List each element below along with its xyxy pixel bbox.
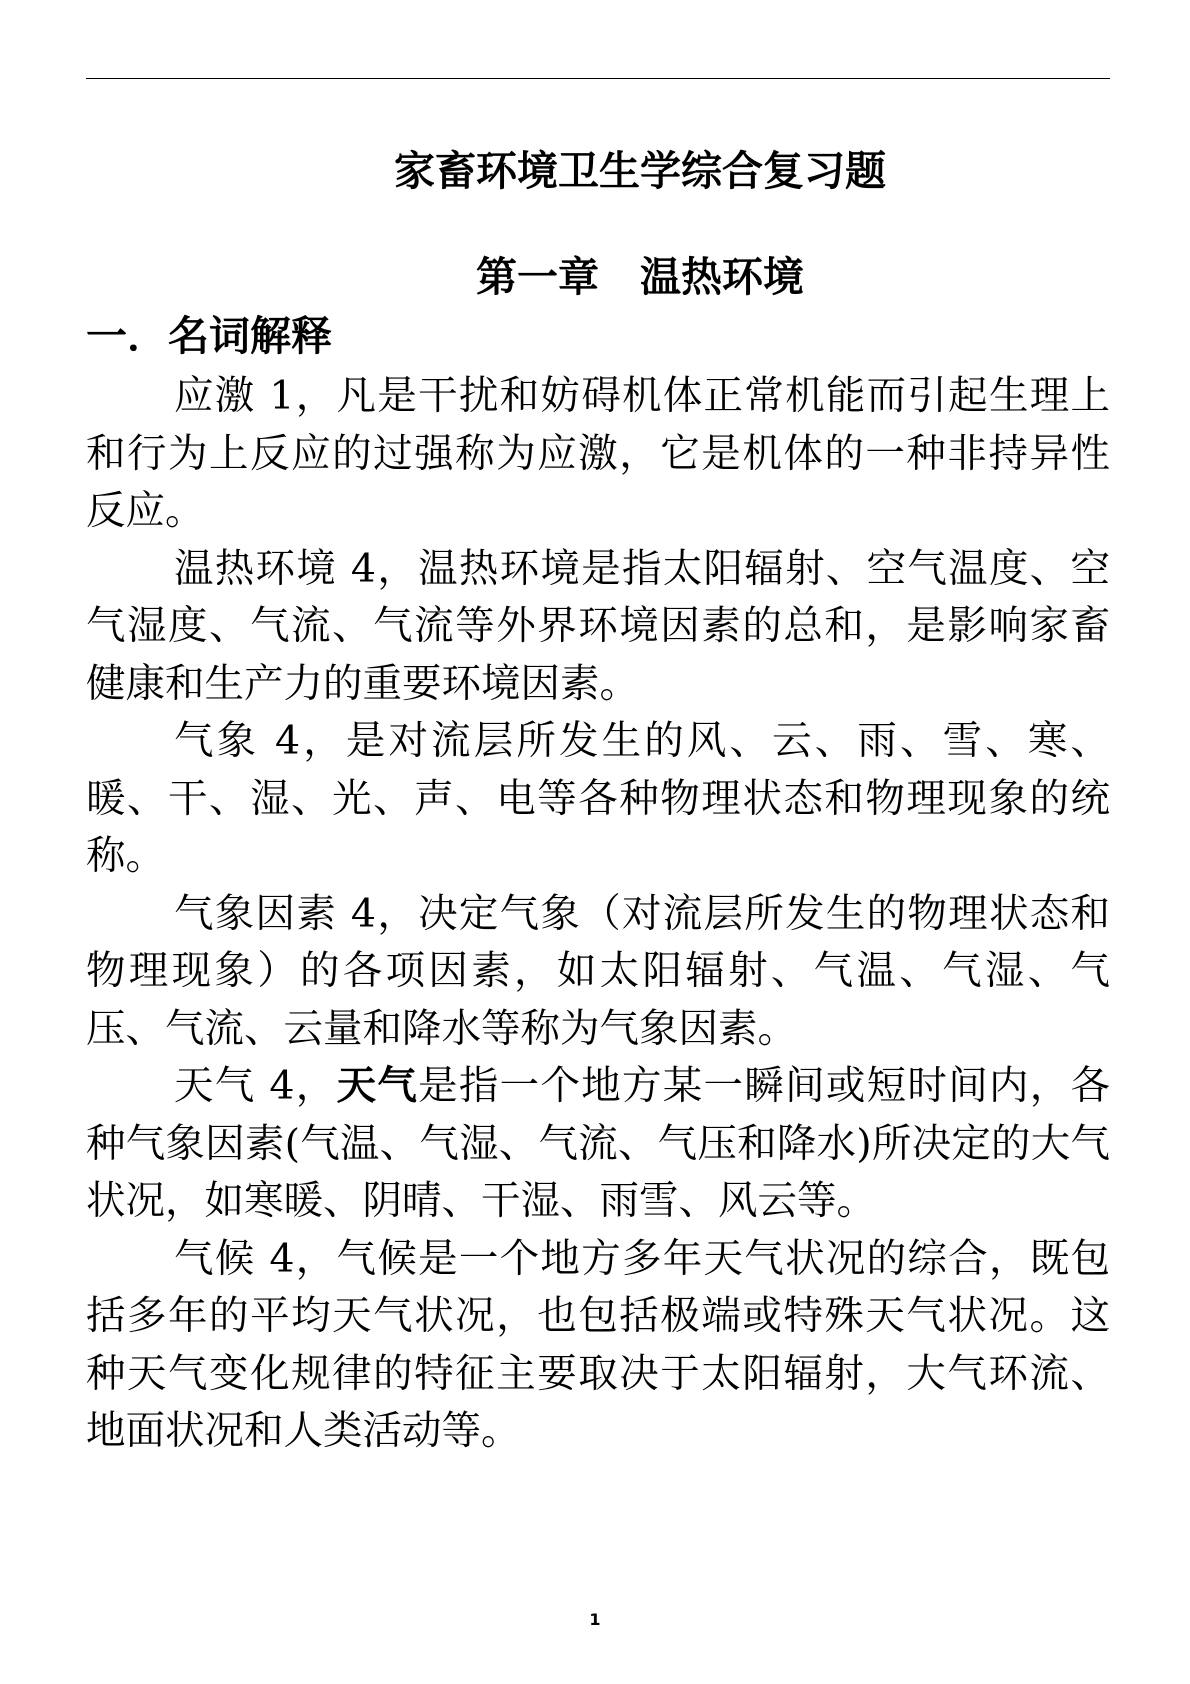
- paragraph-text: 气候 4，气候是一个地方多年天气状况的综合，既包括多年的平均天气状况，也包括极端或特殊天气状况。这种天气变化规律的特征主要取决于太阳辐射，大气环流、地面状况和人类活动等。: [86, 1235, 1110, 1454]
- section-heading: 一．名词解释: [86, 312, 332, 360]
- page-number: 1: [589, 1610, 601, 1629]
- paragraph-text: 气象因素 4，决定气象（对流层所发生的物理状态和物理现象）的各项因素，如太阳辐射、气温、气湿、气压、气流、云量和降水等称为气象因素。: [86, 890, 1110, 1052]
- paragraph-thermal-environment: [86, 541, 1110, 714]
- paragraph-text: 气象 4，是对流层所发生的风、云、雨、雪、寒、暖、干、湿、光、声、电等各种物理状态和物理现象的统称。: [86, 718, 1110, 879]
- paragraph-meteorology: [86, 713, 1110, 886]
- paragraph-text: 天气 4，: [174, 1063, 337, 1109]
- chapter-title: 第一章 温热环境: [476, 253, 804, 301]
- paragraph-climate: [86, 1231, 1110, 1461]
- document-body: [86, 368, 1110, 1461]
- bold-term: 天气: [336, 1063, 419, 1109]
- paragraph-meteorological-factors: [86, 886, 1110, 1059]
- paragraph-weather: [86, 1058, 1110, 1231]
- paragraph-text: 应激 1，凡是干扰和妨碍机体正常机能而引起生理上和行为上反应的过强称为应激，它是机体的一种非持异性反应。: [86, 373, 1110, 534]
- paragraph-text: 温热环境 4，温热环境是指太阳辐射、空气温度、空气湿度、气流、气流等外界环境因素的总和，是影响家畜健康和生产力的重要环境因素。: [86, 545, 1110, 707]
- paragraph-text: 是指一个地方某一瞬间或短时间内，各种气象因素(气温、气湿、气流、气压和降水)所决定的大气状况，如寒暖、阴晴、干湿、雨雪、风云等。: [86, 1063, 1111, 1224]
- header-rule: [86, 78, 1110, 79]
- document-title: 家畜环境卫生学综合复习题: [394, 147, 886, 195]
- paragraph-stress: [86, 368, 1110, 541]
